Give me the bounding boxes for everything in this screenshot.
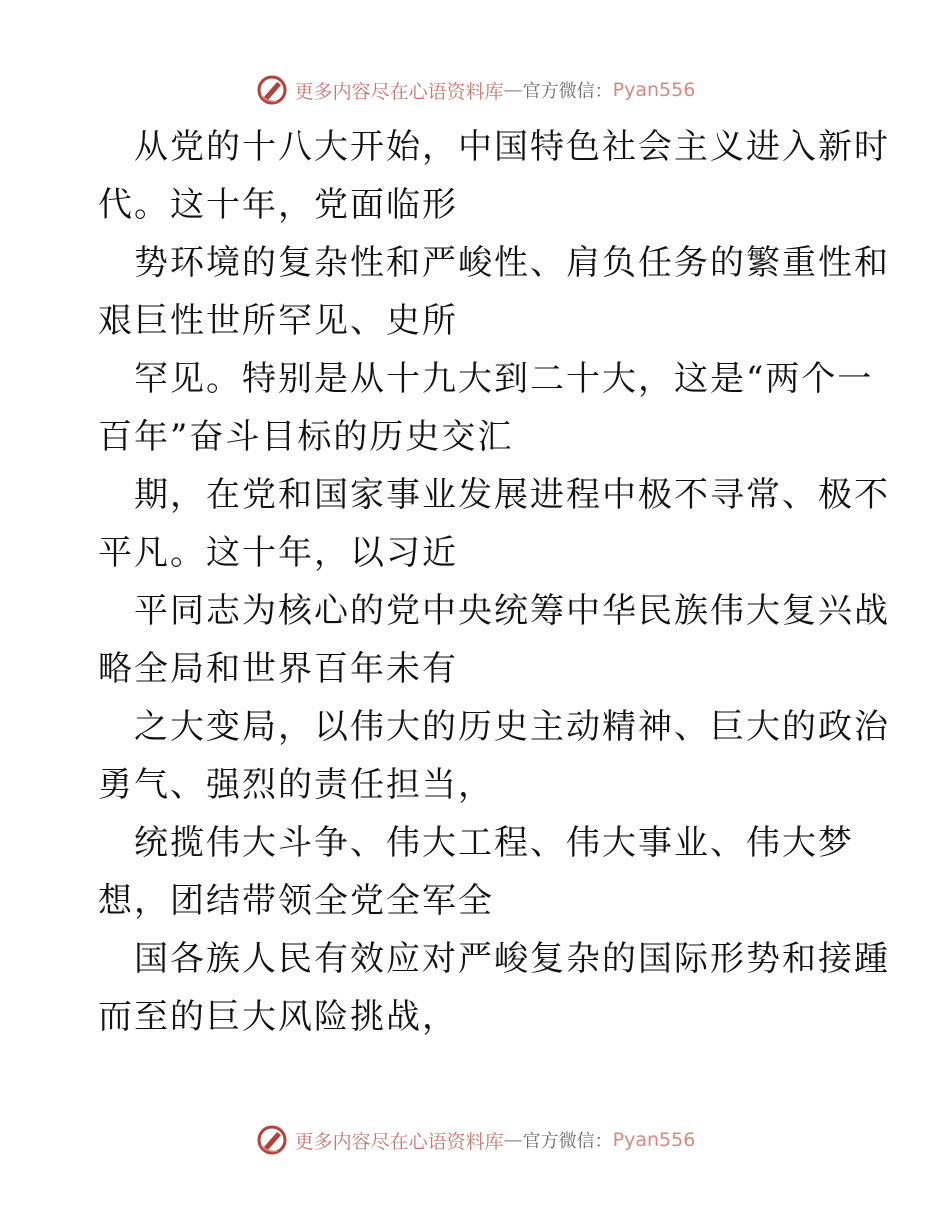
wechat-label: 官方微信： [522, 1131, 613, 1152]
text-line: 从党的十八大开始，中国特色社会主义进入新时 [134, 127, 890, 167]
text-line: 统揽伟大斗争、伟大工程、伟大事业、伟大梦 [134, 823, 854, 863]
wechat-label: 官方微信： [522, 81, 613, 102]
text-line: 期，在党和国家事业发展进程中极不寻常、极不 [134, 475, 890, 515]
site-promo-text: 更多内容尽在心语资料库 [294, 1130, 504, 1153]
text-line: 平同志为核心的党中央统筹中华民族伟大复兴战 [134, 591, 890, 631]
site-promo-text: 更多内容尽在心语资料库 [294, 80, 504, 103]
text-line: 平凡。这十年，以习近 [98, 533, 458, 573]
wechat-id: Pyan556 [612, 1129, 696, 1151]
text-line: 罕见。特别是从十九大到二十大，这是“两个一 [134, 359, 874, 399]
separator-dash: — [503, 1129, 523, 1151]
text-line: 艰巨性世所罕见、史所 [98, 301, 458, 341]
text-line: 百年”奋斗目标的历史交汇 [98, 417, 514, 457]
pen-nib-logo-icon [255, 1123, 289, 1157]
document-body [98, 118, 890, 1046]
text-line: 想，团结带领全党全军全 [98, 881, 494, 921]
text-line: 代。这十年，党面临形 [98, 185, 458, 225]
footer-banner [0, 1120, 950, 1160]
header-banner [0, 70, 950, 110]
text-line: 略全局和世界百年未有 [98, 649, 458, 689]
text-line: 国各族人民有效应对严峻复杂的国际形势和接踵 [134, 939, 890, 979]
text-line: 勇气、强烈的责任担当， [98, 765, 494, 805]
text-line: 而至的巨大风险挑战， [98, 997, 458, 1037]
pen-nib-logo-icon [255, 73, 289, 107]
text-line: 之大变局，以伟大的历史主动精神、巨大的政治 [134, 707, 890, 747]
separator-dash: — [503, 79, 523, 101]
wechat-id: Pyan556 [612, 79, 696, 101]
text-line: 势环境的复杂性和严峻性、肩负任务的繁重性和 [134, 243, 890, 283]
